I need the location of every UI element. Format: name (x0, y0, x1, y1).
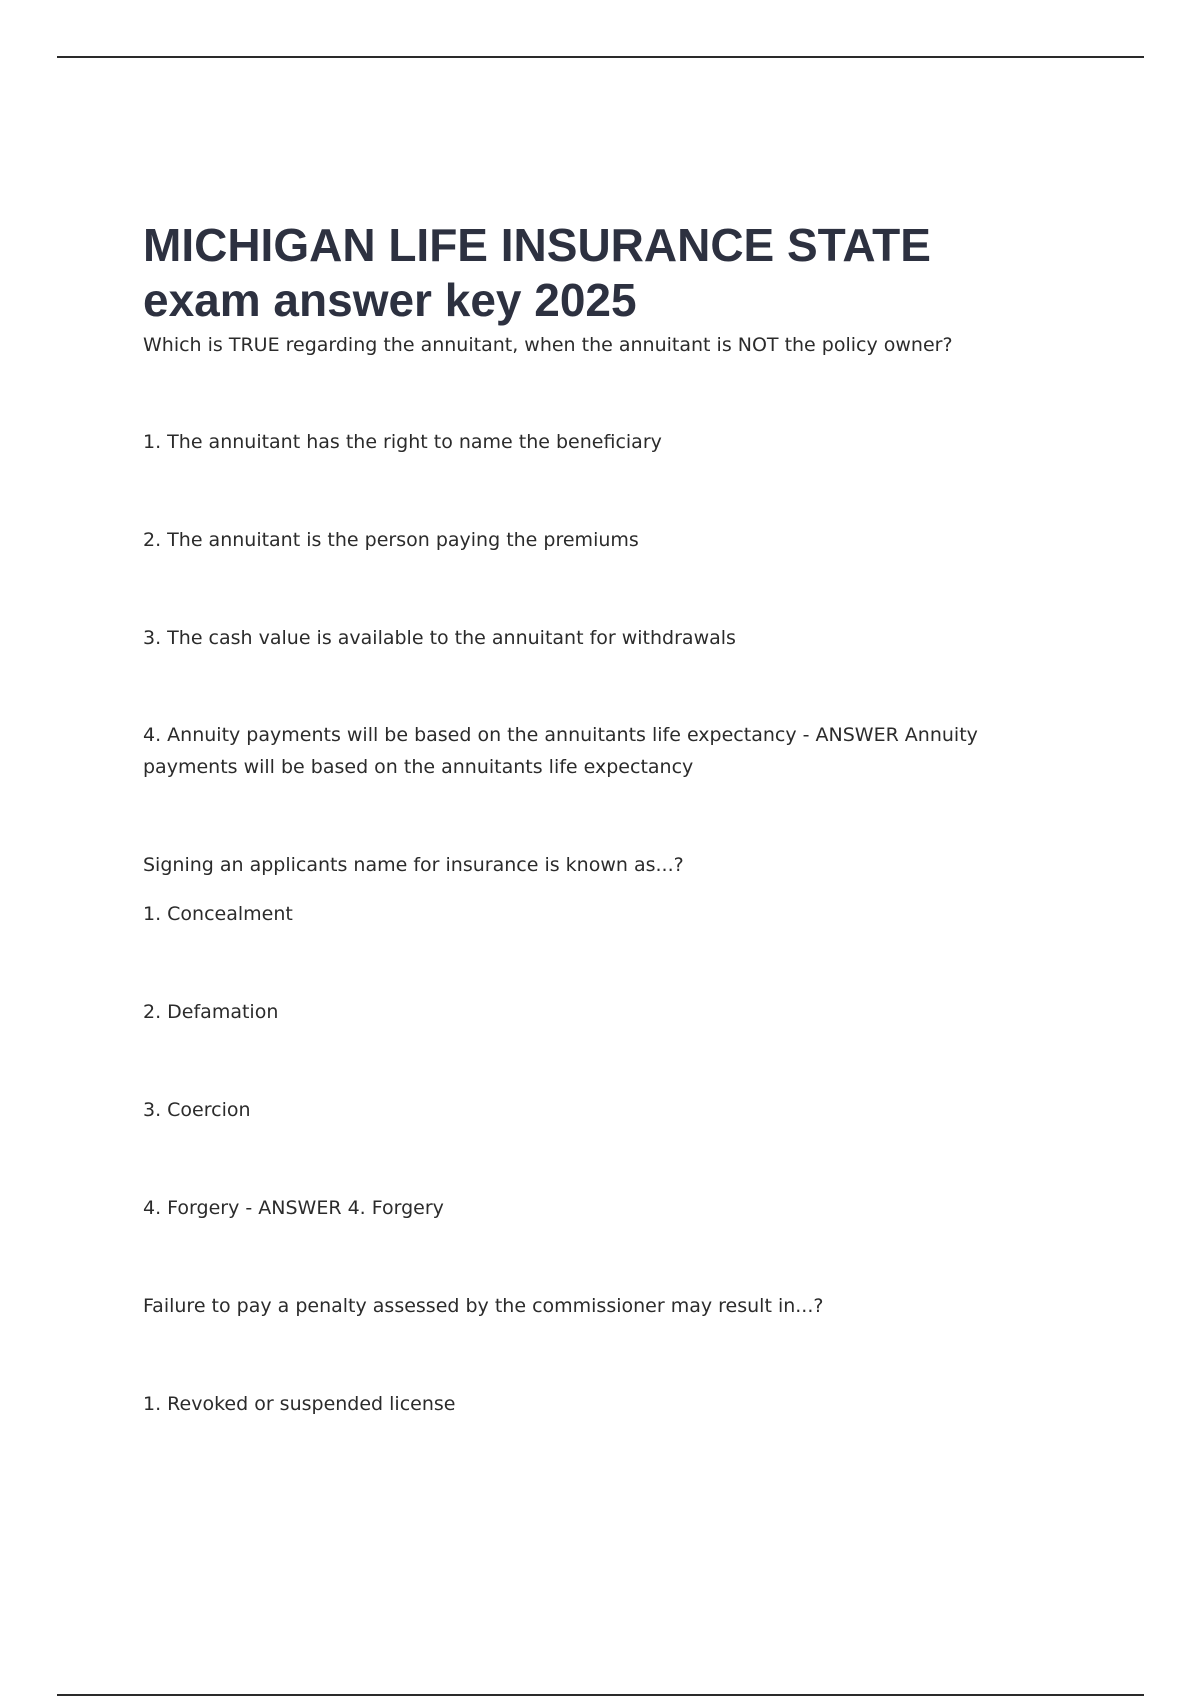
question-1-option-1: 1. The annuitant has the right to name the beneficiary (143, 431, 662, 453)
question-1-text: Which is TRUE regarding the annuitant, when the annuitant is NOT the policy owner? (143, 334, 953, 356)
title-line-2: exam answer key 2025 (143, 274, 637, 326)
question-2-option-1: 1. Concealment (143, 903, 293, 925)
question-1-answer-line-2: payments will be based on the annuitants life expectancy (143, 756, 694, 778)
question-1-answer-line-1: 4. Annuity payments will be based on the annuitants life expectancy - ANSWER Annuity (143, 724, 978, 746)
question-1-option-2: 2. The annuitant is the person paying the premiums (143, 529, 639, 551)
question-2-text: Signing an applicants name for insurance is known as...? (143, 854, 684, 876)
question-1-option-3: 3. The cash value is available to the annuitant for withdrawals (143, 627, 736, 649)
question-2-option-3: 3. Coercion (143, 1099, 251, 1121)
title-line-1: MICHIGAN LIFE INSURANCE STATE (143, 219, 931, 271)
bottom-rule (57, 1694, 1144, 1696)
top-rule (57, 56, 1144, 58)
question-3-text: Failure to pay a penalty assessed by the commissioner may result in...? (143, 1295, 824, 1317)
question-2-answer: 4. Forgery - ANSWER 4. Forgery (143, 1197, 444, 1219)
question-3-option-1: 1. Revoked or suspended license (143, 1393, 456, 1415)
document-title (143, 218, 931, 328)
question-2-option-2: 2. Defamation (143, 1001, 279, 1023)
